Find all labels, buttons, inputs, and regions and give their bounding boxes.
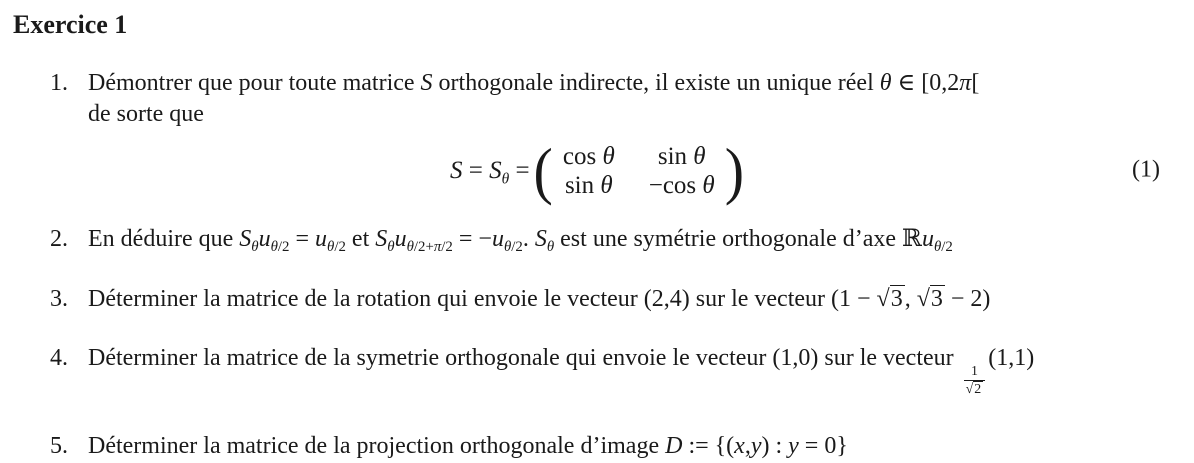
- matrix-cell-r2c2: −cos θ: [648, 172, 715, 199]
- list-item-4: [0, 343, 1194, 399]
- exercise-list: [0, 68, 1194, 462]
- matrix-right-paren: ): [724, 134, 745, 207]
- matrix-cell-r1c2: sin θ: [657, 143, 706, 170]
- item-text: Démontrer que pour toute matrice S orthogonale indirecte, il existe un unique réel θ ∈ [0,2π[ de sorte que: [88, 70, 980, 127]
- list-item-3: [0, 284, 1194, 315]
- matrix-left-paren: (: [533, 134, 553, 207]
- item-text: Déterminer la matrice de la symetrie orthogonale qui envoie le vecteur (1,0) sur le vecteur $\frac{1}{√2}$ (1,1): [88, 345, 1035, 398]
- item-text: Déterminer la matrice de la projection orthogonale d’image D := {(x,y) : y = 0}: [88, 432, 848, 459]
- item-number: 1.: [50, 70, 68, 96]
- item-number: 3.: [50, 286, 68, 312]
- matrix: [553, 142, 725, 200]
- exercise-heading: Exercice 1: [13, 10, 128, 39]
- matrix-cell-r2c1: sin θ: [564, 172, 613, 199]
- item-number: 2.: [50, 226, 68, 252]
- matrix-cell-r1c1: cos θ: [562, 143, 615, 170]
- item-text: Déterminer la matrice de la rotation qui envoie le vecteur (2,4) sur le vecteur (1 − √3, √3 − 2): [88, 286, 991, 312]
- list-item-5: [0, 431, 1194, 462]
- equation-lhs: $S = S_\theta$ =: [449, 157, 530, 188]
- item-number: 5.: [50, 432, 68, 459]
- display-equation: [0, 136, 1194, 206]
- list-item-2: [0, 224, 1194, 255]
- equation-number: (1): [1132, 156, 1160, 183]
- equation-body: [449, 134, 745, 207]
- item-text: En déduire que $S_\theta u_{\theta/2} = u_{\theta/2}$ et $S_\theta u_{\theta/2+\pi/2} = -u_{\theta/2}$. $S_\theta$ est une symétrie orthogonale d’axe ℝu$_{\theta/2}$: [88, 226, 953, 256]
- item-number: 4.: [50, 345, 68, 371]
- list-item-1: [0, 68, 1194, 130]
